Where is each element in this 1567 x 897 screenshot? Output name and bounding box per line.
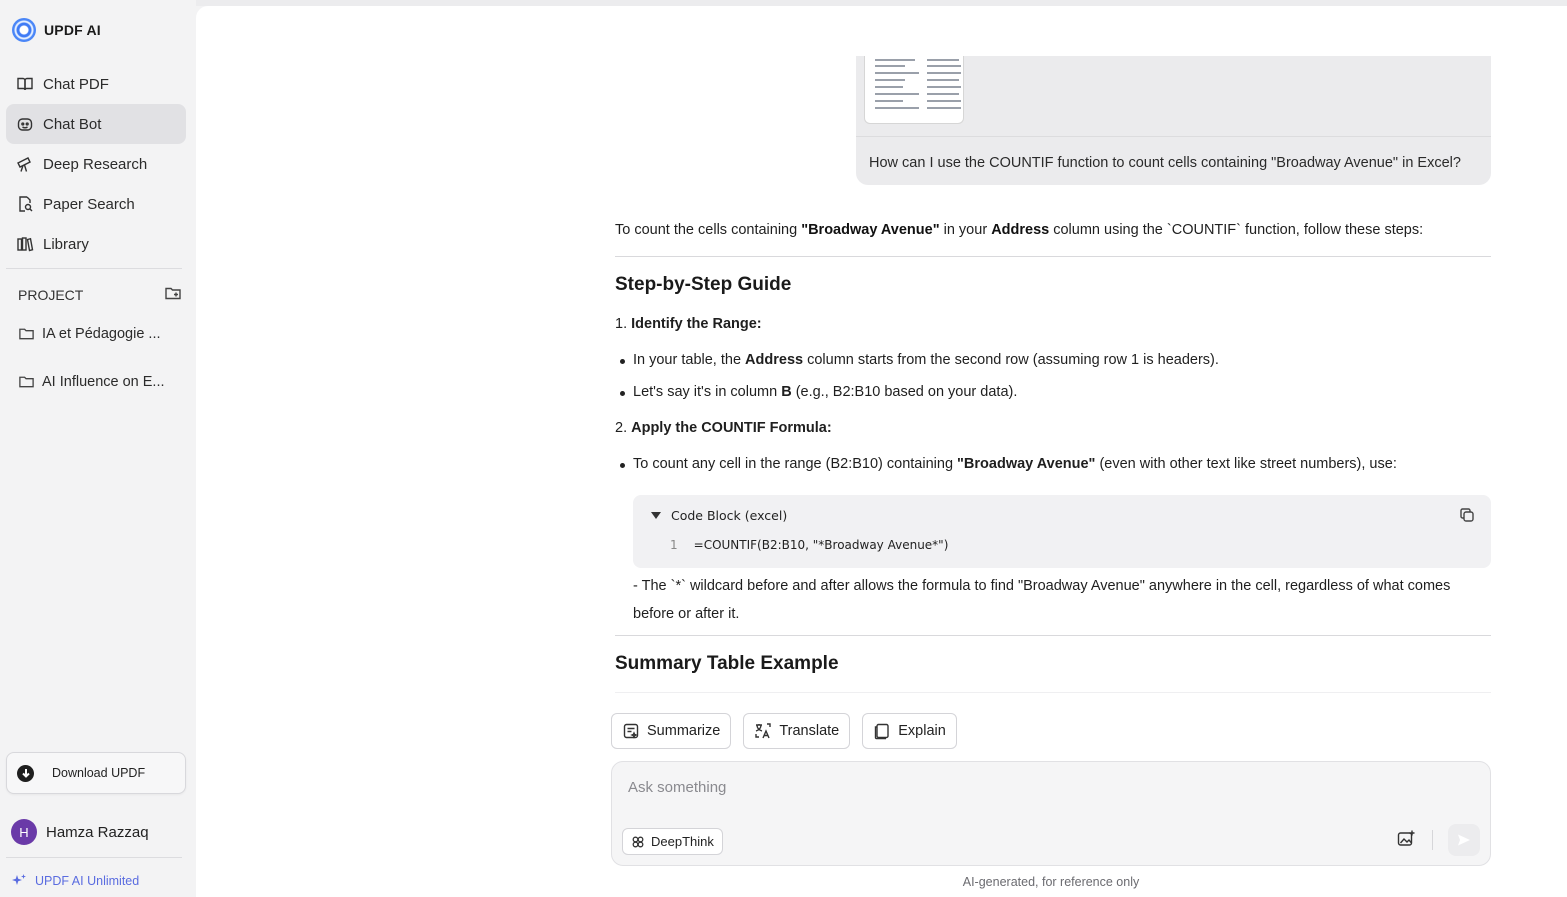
new-folder-icon[interactable]	[164, 284, 182, 305]
heading-step-guide: Step-by-Step Guide	[615, 274, 792, 295]
download-label: Download UPDF	[52, 766, 146, 780]
bullet-bold: Address	[745, 352, 804, 368]
translate-label: Translate	[779, 723, 840, 739]
intro-text: column using the `COUNTIF` function, follow these steps:	[1049, 222, 1424, 238]
download-updf-button[interactable]	[6, 752, 186, 794]
bullet-text: (e.g., B2:B10 based on your data).	[791, 384, 1018, 400]
sidebar-item-chat-pdf[interactable]	[6, 64, 186, 104]
bullet-text: Let's say it's in column	[633, 384, 782, 400]
explain-icon	[873, 722, 891, 740]
bot-icon	[16, 115, 34, 133]
send-button[interactable]	[1448, 824, 1480, 856]
section-divider	[615, 256, 1491, 257]
explain-button[interactable]	[862, 713, 957, 749]
user-name: Hamza Razzaq	[46, 823, 149, 841]
image-upload-icon[interactable]	[1396, 829, 1418, 851]
step-number: 1.	[615, 316, 632, 332]
ai-disclaimer: AI-generated, for reference only	[962, 875, 1140, 889]
app-logo[interactable]	[12, 18, 101, 42]
explain-label: Explain	[898, 723, 946, 739]
sidebar-item-label: Deep Research	[43, 155, 148, 173]
attached-image-thumbnail[interactable]	[864, 56, 964, 124]
deepthink-label: DeepThink	[651, 834, 714, 849]
updf-logo-icon	[12, 18, 36, 42]
step-1-title	[615, 316, 762, 332]
plan-label: UPDF AI Unlimited	[35, 874, 140, 888]
sparkle-icon	[11, 873, 27, 889]
sidebar-divider	[6, 268, 182, 269]
intro-bold: Address	[991, 222, 1050, 238]
heading-summary-table: Summary Table Example	[615, 653, 839, 674]
step-title: Identify the Range:	[631, 316, 762, 332]
step-title: Apply the COUNTIF Formula:	[631, 420, 832, 436]
quick-actions	[611, 713, 957, 749]
collapse-triangle-icon	[651, 512, 661, 519]
bullet-text: (even with other text like street numbers), use:	[1095, 456, 1397, 472]
folder-icon	[18, 373, 35, 390]
send-icon	[1456, 832, 1472, 848]
intro-text: in your	[939, 222, 992, 238]
sidebar-item-paper-search[interactable]	[6, 184, 186, 224]
list-item	[620, 384, 1017, 400]
deepthink-icon	[631, 835, 645, 849]
doc-search-icon	[16, 195, 34, 213]
section-divider	[615, 635, 1491, 636]
plan-badge[interactable]	[11, 873, 139, 889]
sidebar-item-label: Chat Bot	[43, 115, 102, 133]
intro-bold: "Broadway Avenue"	[801, 222, 940, 238]
sidebar-divider	[6, 857, 182, 858]
message-input[interactable]: Ask something	[628, 779, 727, 796]
deepthink-toggle[interactable]	[622, 828, 723, 855]
project-header	[18, 284, 182, 305]
summarize-label: Summarize	[647, 723, 721, 739]
project-item-label: IA et Pédagogie ...	[42, 325, 161, 342]
code-block	[633, 495, 1491, 568]
list-item	[620, 352, 1219, 368]
project-item-label: AI Influence on E...	[42, 373, 165, 390]
translate-button[interactable]	[743, 713, 850, 749]
sidebar-item-label: Chat PDF	[43, 75, 109, 93]
folder-icon	[18, 325, 35, 342]
library-icon	[16, 235, 34, 253]
sidebar-item-label: Library	[43, 235, 89, 253]
book-icon	[16, 75, 34, 93]
list-item	[620, 456, 1397, 472]
user-profile[interactable]	[11, 819, 149, 845]
code-block-title: Code Block (excel)	[671, 508, 788, 523]
message-composer[interactable]	[611, 761, 1491, 866]
fade-divider	[615, 692, 1491, 693]
logo-text: UPDF AI	[44, 22, 101, 38]
user-message-bubble	[856, 56, 1491, 185]
code-text: =COUNTIF(B2:B10, "*Broadway Avenue*")	[693, 538, 949, 552]
bubble-divider	[856, 136, 1491, 137]
copy-icon[interactable]	[1459, 507, 1475, 523]
sidebar-nav	[6, 64, 186, 264]
telescope-icon	[16, 155, 34, 173]
sidebar-item-label: Paper Search	[43, 195, 135, 213]
sidebar-item-library[interactable]	[6, 224, 186, 264]
bullet-text: To count any cell in the range (B2:B10) containing	[633, 456, 958, 472]
composer-separator	[1432, 830, 1433, 850]
wildcard-note: - The `*` wildcard before and after allows the formula to find "Broadway Avenue" anywhere in the cell, regardless of what comes before or after it.	[633, 578, 1451, 622]
project-item[interactable]	[18, 373, 183, 390]
bullet-bold: B	[781, 384, 792, 400]
step-2-title	[615, 420, 832, 436]
intro-text: To count the cells containing	[615, 222, 802, 238]
project-item[interactable]	[18, 325, 183, 342]
bullet-text: column starts from the second row (assuming row 1 is headers).	[803, 352, 1219, 368]
sidebar	[0, 0, 196, 897]
avatar: H	[11, 819, 37, 845]
project-header-label: PROJECT	[18, 286, 84, 303]
download-icon	[17, 765, 34, 782]
code-block-toggle[interactable]	[651, 508, 787, 523]
translate-icon	[754, 722, 772, 740]
bullet-text: In your table, the	[633, 352, 746, 368]
code-line	[670, 538, 948, 552]
user-message-text: How can I use the COUNTIF function to count cells containing "Broadway Avenue" in Excel?	[869, 155, 1461, 171]
bullet-bold: "Broadway Avenue"	[957, 456, 1096, 472]
step-number: 2.	[615, 420, 632, 436]
answer-intro	[615, 222, 1491, 238]
summarize-button[interactable]	[611, 713, 731, 749]
line-number: 1	[670, 538, 678, 552]
sidebar-item-deep-research[interactable]	[6, 144, 186, 184]
summarize-icon	[622, 722, 640, 740]
sidebar-item-chat-bot[interactable]	[6, 104, 186, 144]
